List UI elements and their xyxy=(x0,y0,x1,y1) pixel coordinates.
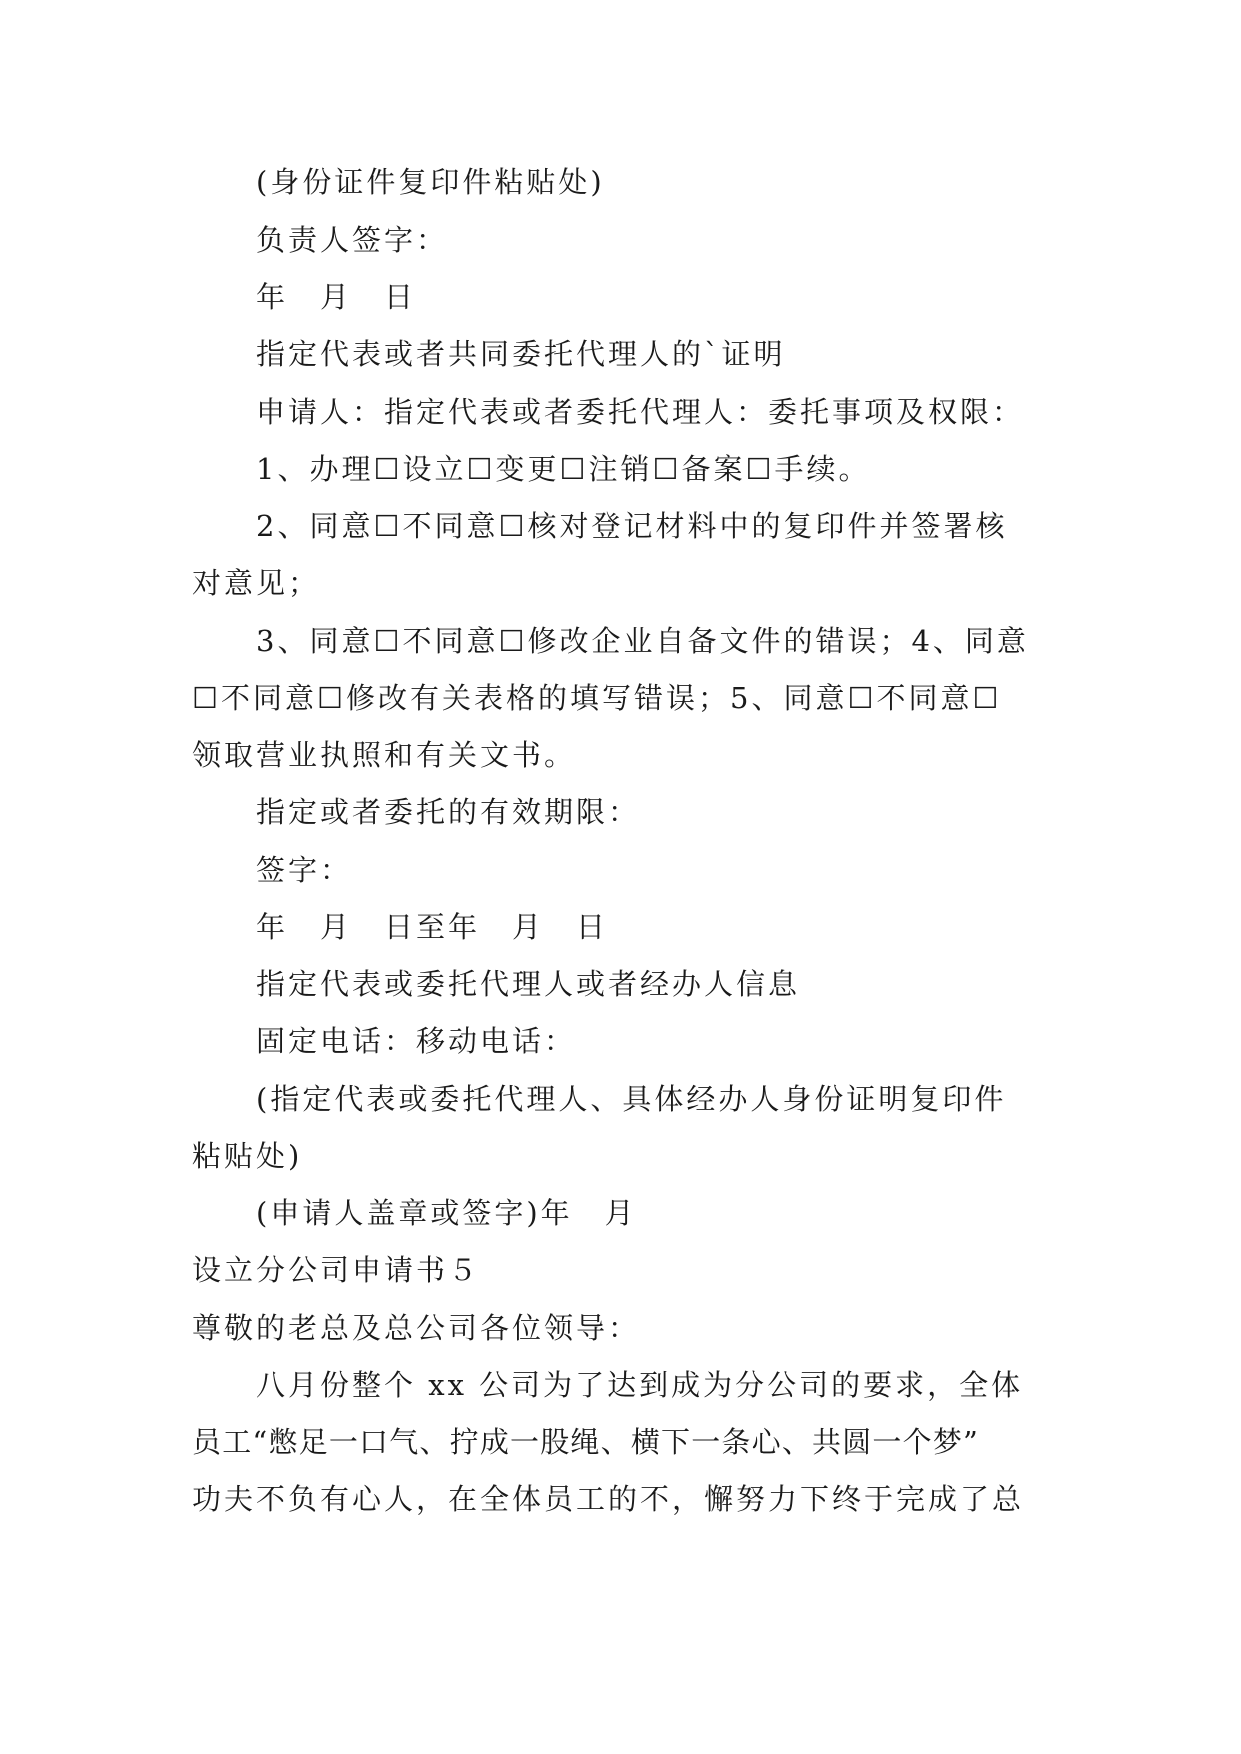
phone-line: 固定电话：移动电话： xyxy=(256,1024,577,1058)
body-paragraph-line-3: 功夫不负有心人，在全体员工的不，懈努力下终于完成了总 xyxy=(192,1482,1025,1516)
salutation: 尊敬的老总及总公司各位领导： xyxy=(192,1311,641,1345)
date-line: 年 月 日 xyxy=(256,280,417,314)
date-range-line: 年 月 日至年 月 日 xyxy=(256,910,609,944)
item-4-5: ☐不同意☐修改有关表格的填写错误；5、同意☐不同意☐ xyxy=(192,681,1002,715)
item-5-continued: 领取营业执照和有关文书。 xyxy=(192,738,577,772)
body-paragraph-line-1: 八月份整个 xx 公司为了达到成为分公司的要求，全体 xyxy=(256,1368,1024,1402)
agent-id-copy-note-continued: 粘贴处) xyxy=(192,1139,303,1173)
responsible-signature-label: 负责人签字： xyxy=(256,223,449,257)
section-heading-proof: 指定代表或者共同委托代理人的`证明 xyxy=(256,337,786,371)
item-1: 1、办理☐设立☐变更☐注销☐备案☐手续。 xyxy=(256,452,871,486)
validity-period-label: 指定或者委托的有效期限： xyxy=(256,795,641,829)
applicant-line: 申请人：指定代表或者委托代理人：委托事项及权限： xyxy=(256,395,1025,429)
id-copy-paste-note: (身份证件复印件粘贴处) xyxy=(256,165,605,199)
body-paragraph-line-2: 员工“憋足一口气、拧成一股绳、横下一条心、共圆一个梦” xyxy=(192,1425,980,1459)
applicant-seal-line: (申请人盖章或签字)年 月 xyxy=(256,1196,637,1230)
agent-info-heading: 指定代表或委托代理人或者经办人信息 xyxy=(256,967,801,1001)
item-2: 2、同意☐不同意☐核对登记材料中的复印件并签署核 xyxy=(256,509,1008,543)
item-2-continued: 对意见； xyxy=(192,566,321,600)
item-3-4: 3、同意☐不同意☐修改企业自备文件的错误；4、同意 xyxy=(256,624,1029,658)
section-title-branch-application: 设立分公司申请书５ xyxy=(192,1253,481,1287)
agent-id-copy-note: (指定代表或委托代理人、具体经办人身份证明复印件 xyxy=(256,1082,1007,1116)
signature-label: 签字： xyxy=(256,853,353,887)
